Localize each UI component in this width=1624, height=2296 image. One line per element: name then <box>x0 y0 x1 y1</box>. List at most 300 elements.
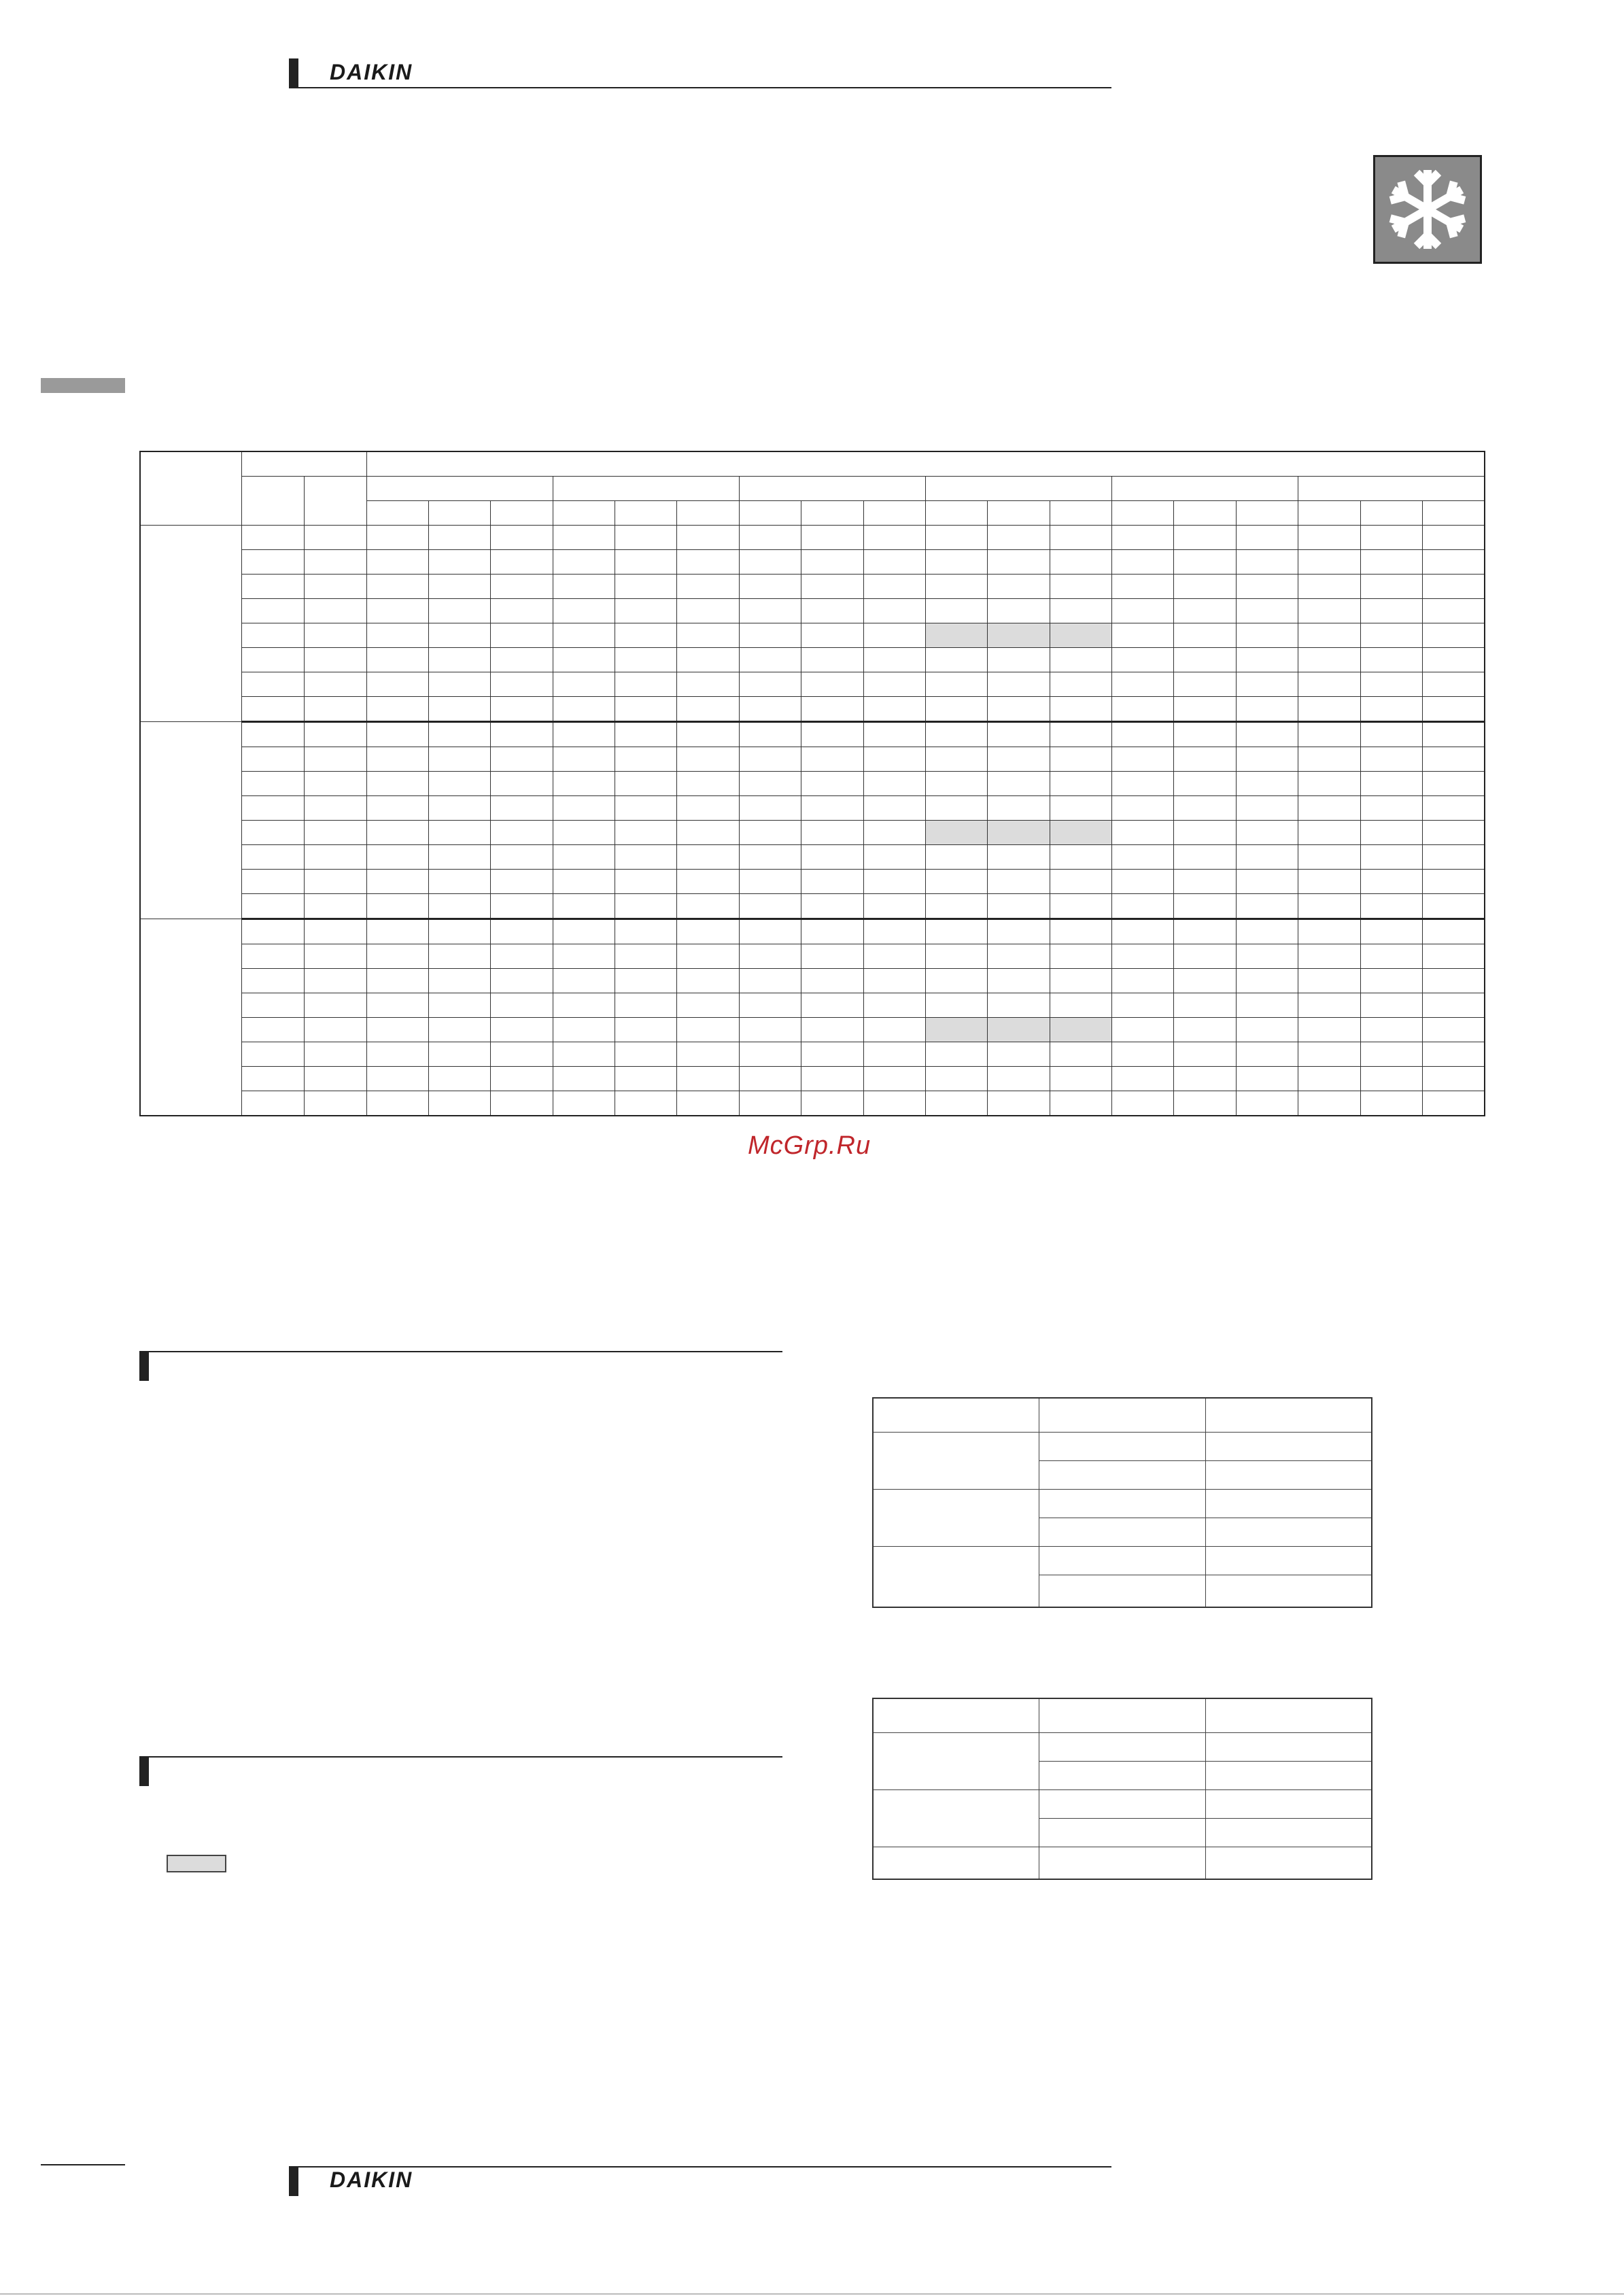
footer-mark <box>289 2166 298 2196</box>
table-cell <box>491 894 553 919</box>
table-cell <box>615 599 677 623</box>
table-cell <box>677 821 739 845</box>
table-cell <box>801 870 863 894</box>
table-cell <box>1050 747 1111 772</box>
table-cell <box>739 747 801 772</box>
table-cell <box>988 722 1050 747</box>
table-cell <box>1298 575 1360 599</box>
table-cell <box>677 1067 739 1091</box>
table-cell <box>863 1067 925 1091</box>
table-cell <box>988 672 1050 697</box>
table-cell <box>863 944 925 969</box>
table-cell <box>925 747 987 772</box>
table-cell <box>553 623 615 648</box>
table-cell <box>925 969 987 993</box>
table-cell <box>304 845 366 870</box>
table-cell <box>677 1091 739 1116</box>
table-cell <box>1236 919 1298 944</box>
table-cell <box>1236 722 1298 747</box>
table-cell <box>241 672 304 697</box>
table-cell <box>677 1018 739 1042</box>
table-cell <box>366 969 428 993</box>
table-cell <box>1112 1091 1174 1116</box>
table-cell <box>491 772 553 796</box>
table-cell <box>241 1042 304 1067</box>
table-cell <box>1236 1018 1298 1042</box>
table-row <box>140 526 1485 550</box>
table-cell <box>1174 526 1236 550</box>
table-cell <box>1298 526 1360 550</box>
table-cell <box>1236 969 1298 993</box>
table-cell <box>1360 1042 1422 1067</box>
table-cell <box>615 697 677 722</box>
table-cell <box>491 526 553 550</box>
table-cell <box>863 648 925 672</box>
table-cell <box>491 550 553 575</box>
table-cell <box>1360 550 1422 575</box>
table-cell <box>615 870 677 894</box>
table-cell <box>1422 845 1485 870</box>
table-cell <box>925 648 987 672</box>
table-cell <box>801 722 863 747</box>
table-cell <box>1236 672 1298 697</box>
table-cell <box>1112 1042 1174 1067</box>
table-cell <box>677 722 739 747</box>
table-cell <box>366 1018 428 1042</box>
table-cell <box>863 870 925 894</box>
table-cell <box>1360 1091 1422 1116</box>
table-cell <box>1112 870 1174 894</box>
table-cell <box>428 969 490 993</box>
table-cell <box>366 672 428 697</box>
table-cell <box>615 672 677 697</box>
table-cell <box>739 672 801 697</box>
table-cell <box>677 747 739 772</box>
table-cell <box>1112 944 1174 969</box>
table-cell <box>553 526 615 550</box>
table-cell <box>1112 526 1174 550</box>
table-cell <box>428 894 490 919</box>
table-cell <box>615 772 677 796</box>
table-cell <box>1050 821 1111 845</box>
table-cell <box>1422 648 1485 672</box>
table-cell <box>677 526 739 550</box>
table-cell <box>801 845 863 870</box>
header-rule <box>298 87 1111 88</box>
table-cell <box>366 648 428 672</box>
table-cell <box>739 1018 801 1042</box>
table-cell <box>925 672 987 697</box>
table-cell <box>1422 1018 1485 1042</box>
table-cell <box>988 648 1050 672</box>
watermark: McGrp.Ru <box>748 1131 871 1160</box>
table-cell <box>1422 944 1485 969</box>
table-cell <box>925 722 987 747</box>
table-cell <box>1236 697 1298 722</box>
table-cell <box>553 722 615 747</box>
table-cell <box>1360 1018 1422 1042</box>
table-cell <box>304 821 366 845</box>
table-cell <box>739 772 801 796</box>
table-cell <box>988 796 1050 821</box>
table-cell <box>1360 796 1422 821</box>
table-cell <box>553 944 615 969</box>
table-row <box>140 969 1485 993</box>
table-cell <box>366 1091 428 1116</box>
table-cell <box>366 821 428 845</box>
table-cell <box>801 575 863 599</box>
table-cell <box>988 526 1050 550</box>
table-cell <box>304 969 366 993</box>
table-cell <box>925 772 987 796</box>
table-row <box>140 747 1485 772</box>
table-cell <box>615 623 677 648</box>
table-cell <box>553 648 615 672</box>
table-cell <box>988 1067 1050 1091</box>
section-header-1 <box>139 1351 782 1381</box>
table-cell <box>428 648 490 672</box>
table-header-row-1 <box>140 451 1485 477</box>
table-cell <box>366 993 428 1018</box>
table-cell <box>1360 845 1422 870</box>
header-cell <box>553 477 739 501</box>
section-rule <box>149 1351 782 1352</box>
table-cell <box>988 919 1050 944</box>
table-cell <box>428 526 490 550</box>
table-cell <box>1174 623 1236 648</box>
table-cell <box>1236 772 1298 796</box>
table-cell <box>553 575 615 599</box>
table-cell <box>739 1067 801 1091</box>
table-cell <box>863 599 925 623</box>
table-cell <box>366 796 428 821</box>
table-cell <box>863 1042 925 1067</box>
table-cell <box>1360 894 1422 919</box>
table-cell <box>1050 550 1111 575</box>
table-header-row-2 <box>140 477 1485 501</box>
table-cell <box>677 697 739 722</box>
table-cell <box>1112 550 1174 575</box>
table-cell <box>1236 1042 1298 1067</box>
header-cell <box>1298 477 1485 501</box>
table-cell <box>739 944 801 969</box>
table-cell <box>491 969 553 993</box>
table-cell <box>1174 993 1236 1018</box>
table-cell <box>925 1067 987 1091</box>
capacity-table-body <box>140 526 1485 1116</box>
table-cell <box>304 1067 366 1091</box>
table-cell <box>739 599 801 623</box>
table-cell <box>491 796 553 821</box>
table-row <box>140 919 1485 944</box>
table-cell <box>1050 870 1111 894</box>
table-cell <box>863 550 925 575</box>
table-cell <box>739 821 801 845</box>
table-cell <box>677 772 739 796</box>
table-cell <box>988 1018 1050 1042</box>
table-cell <box>304 919 366 944</box>
section-mark <box>139 1756 149 1786</box>
table-cell <box>1174 1042 1236 1067</box>
table-cell <box>1112 747 1174 772</box>
table-cell <box>1236 894 1298 919</box>
table-cell <box>366 919 428 944</box>
table-cell <box>863 993 925 1018</box>
table-cell <box>241 969 304 993</box>
table-cell <box>925 1018 987 1042</box>
table-cell <box>366 575 428 599</box>
table-cell <box>1360 747 1422 772</box>
table-cell <box>1236 599 1298 623</box>
table-cell <box>304 944 366 969</box>
table-row <box>140 894 1485 919</box>
table-row <box>140 722 1485 747</box>
table-cell <box>1236 796 1298 821</box>
table-cell <box>801 821 863 845</box>
table-cell <box>863 796 925 821</box>
table-cell <box>863 969 925 993</box>
header-cell <box>925 477 1111 501</box>
table-cell <box>1174 672 1236 697</box>
table-cell <box>1360 944 1422 969</box>
table-cell <box>1422 993 1485 1018</box>
table-cell <box>1050 697 1111 722</box>
snowflake-icon-graphic <box>1375 157 1480 262</box>
table-cell <box>428 1042 490 1067</box>
table-cell <box>1360 648 1422 672</box>
table-cell <box>988 944 1050 969</box>
table-cell <box>366 623 428 648</box>
table-cell <box>491 944 553 969</box>
table-cell <box>1174 697 1236 722</box>
table-cell <box>241 919 304 944</box>
table-cell <box>1112 575 1174 599</box>
table-cell <box>988 870 1050 894</box>
table-cell <box>491 697 553 722</box>
table-cell <box>1236 648 1298 672</box>
table-cell <box>739 1042 801 1067</box>
table-cell <box>241 575 304 599</box>
table-cell <box>1050 969 1111 993</box>
table-cell <box>428 672 490 697</box>
table-cell <box>615 845 677 870</box>
table-cell <box>801 623 863 648</box>
table-cell <box>1112 993 1174 1018</box>
table-cell <box>988 993 1050 1018</box>
table-cell <box>988 772 1050 796</box>
table-cell <box>925 796 987 821</box>
table-cell <box>1174 845 1236 870</box>
table-cell <box>1360 1067 1422 1091</box>
table-cell <box>1174 919 1236 944</box>
table-cell <box>1422 722 1485 747</box>
table-cell <box>863 672 925 697</box>
table-cell <box>863 575 925 599</box>
table-cell <box>553 894 615 919</box>
table-cell <box>925 575 987 599</box>
table-cell <box>1298 772 1360 796</box>
table-cell <box>366 599 428 623</box>
table-cell <box>1298 969 1360 993</box>
table-cell <box>1174 747 1236 772</box>
table-cell <box>801 648 863 672</box>
table-cell <box>801 599 863 623</box>
header-cell <box>304 477 366 526</box>
table-cell <box>1422 575 1485 599</box>
section-rule <box>149 1756 782 1758</box>
table-cell <box>1422 747 1485 772</box>
table-cell <box>491 747 553 772</box>
table-cell <box>491 1091 553 1116</box>
table-cell <box>428 821 490 845</box>
table-cell <box>677 969 739 993</box>
table-cell <box>925 894 987 919</box>
table-cell <box>677 599 739 623</box>
table-cell <box>677 845 739 870</box>
table-cell <box>304 648 366 672</box>
table-cell <box>1360 575 1422 599</box>
table-cell <box>1174 722 1236 747</box>
table-cell <box>1112 672 1174 697</box>
table-cell <box>241 648 304 672</box>
table-cell <box>241 599 304 623</box>
table-cell <box>366 894 428 919</box>
table-cell <box>925 697 987 722</box>
footer-rule <box>298 2166 1111 2168</box>
table-cell <box>615 969 677 993</box>
table-cell <box>1422 821 1485 845</box>
table-cell <box>1050 672 1111 697</box>
table-cell <box>739 697 801 722</box>
table-cell <box>1050 1018 1111 1042</box>
table-cell <box>988 894 1050 919</box>
table-cell <box>553 550 615 575</box>
table-cell <box>428 1091 490 1116</box>
table-cell <box>1298 919 1360 944</box>
table-cell <box>304 796 366 821</box>
table-cell <box>304 894 366 919</box>
table-row <box>140 550 1485 575</box>
table-cell <box>491 722 553 747</box>
table-cell <box>863 722 925 747</box>
table-cell <box>801 526 863 550</box>
table-cell <box>988 697 1050 722</box>
table-cell <box>1174 575 1236 599</box>
table-cell <box>1112 796 1174 821</box>
table-cell <box>1112 599 1174 623</box>
table-cell <box>366 772 428 796</box>
table-cell <box>863 747 925 772</box>
table-cell <box>366 722 428 747</box>
header-cell <box>366 477 553 501</box>
block-label-cell <box>140 526 241 722</box>
table-cell <box>1174 1067 1236 1091</box>
table-cell <box>553 599 615 623</box>
table-cell <box>615 944 677 969</box>
table-cell <box>1050 722 1111 747</box>
table-cell <box>491 672 553 697</box>
table-cell <box>1298 1042 1360 1067</box>
header-cell <box>140 451 241 526</box>
table-cell <box>1298 796 1360 821</box>
table-row <box>140 1067 1485 1091</box>
table-cell <box>304 722 366 747</box>
table-cell <box>1360 599 1422 623</box>
table-cell <box>1236 623 1298 648</box>
table-cell <box>863 1018 925 1042</box>
table-cell <box>1112 894 1174 919</box>
table-cell <box>1174 550 1236 575</box>
table-cell <box>1298 821 1360 845</box>
table-cell <box>1174 796 1236 821</box>
table-cell <box>615 821 677 845</box>
table-cell <box>304 1042 366 1067</box>
table-cell <box>428 772 490 796</box>
table-cell <box>304 575 366 599</box>
table-cell <box>1236 870 1298 894</box>
table-cell <box>1112 845 1174 870</box>
table-cell <box>241 821 304 845</box>
table-cell <box>241 747 304 772</box>
table-cell <box>1050 894 1111 919</box>
table-cell <box>491 575 553 599</box>
table-cell <box>677 993 739 1018</box>
table-cell <box>1422 919 1485 944</box>
table-cell <box>553 919 615 944</box>
table-cell <box>677 550 739 575</box>
table-cell <box>241 993 304 1018</box>
table-cell <box>428 747 490 772</box>
table-cell <box>677 575 739 599</box>
table-cell <box>553 870 615 894</box>
table-cell <box>1174 870 1236 894</box>
table-cell <box>801 1067 863 1091</box>
table-cell <box>1422 894 1485 919</box>
table-cell <box>988 623 1050 648</box>
table-row <box>140 796 1485 821</box>
table-cell <box>366 870 428 894</box>
table-cell <box>615 919 677 944</box>
table-row <box>140 1091 1485 1116</box>
table-cell <box>739 894 801 919</box>
table-cell <box>615 1018 677 1042</box>
table-cell <box>801 894 863 919</box>
table-cell <box>304 550 366 575</box>
table-row <box>140 575 1485 599</box>
table-cell <box>1112 772 1174 796</box>
table-row <box>140 697 1485 722</box>
table-cell <box>1298 894 1360 919</box>
table-cell <box>1298 870 1360 894</box>
table-row <box>140 599 1485 623</box>
header-logo: DAIKIN <box>330 60 413 84</box>
table-cell <box>801 772 863 796</box>
table-cell <box>615 1042 677 1067</box>
table-cell <box>1112 1067 1174 1091</box>
table-cell <box>801 1091 863 1116</box>
table-cell <box>801 969 863 993</box>
table-cell <box>1112 623 1174 648</box>
table-cell <box>428 993 490 1018</box>
table-cell <box>1174 772 1236 796</box>
legend-swatch <box>167 1855 226 1872</box>
table-cell <box>1236 821 1298 845</box>
header-cell <box>739 477 925 501</box>
table-cell <box>863 821 925 845</box>
table-cell <box>801 796 863 821</box>
table-cell <box>863 1091 925 1116</box>
table-row <box>140 1042 1485 1067</box>
